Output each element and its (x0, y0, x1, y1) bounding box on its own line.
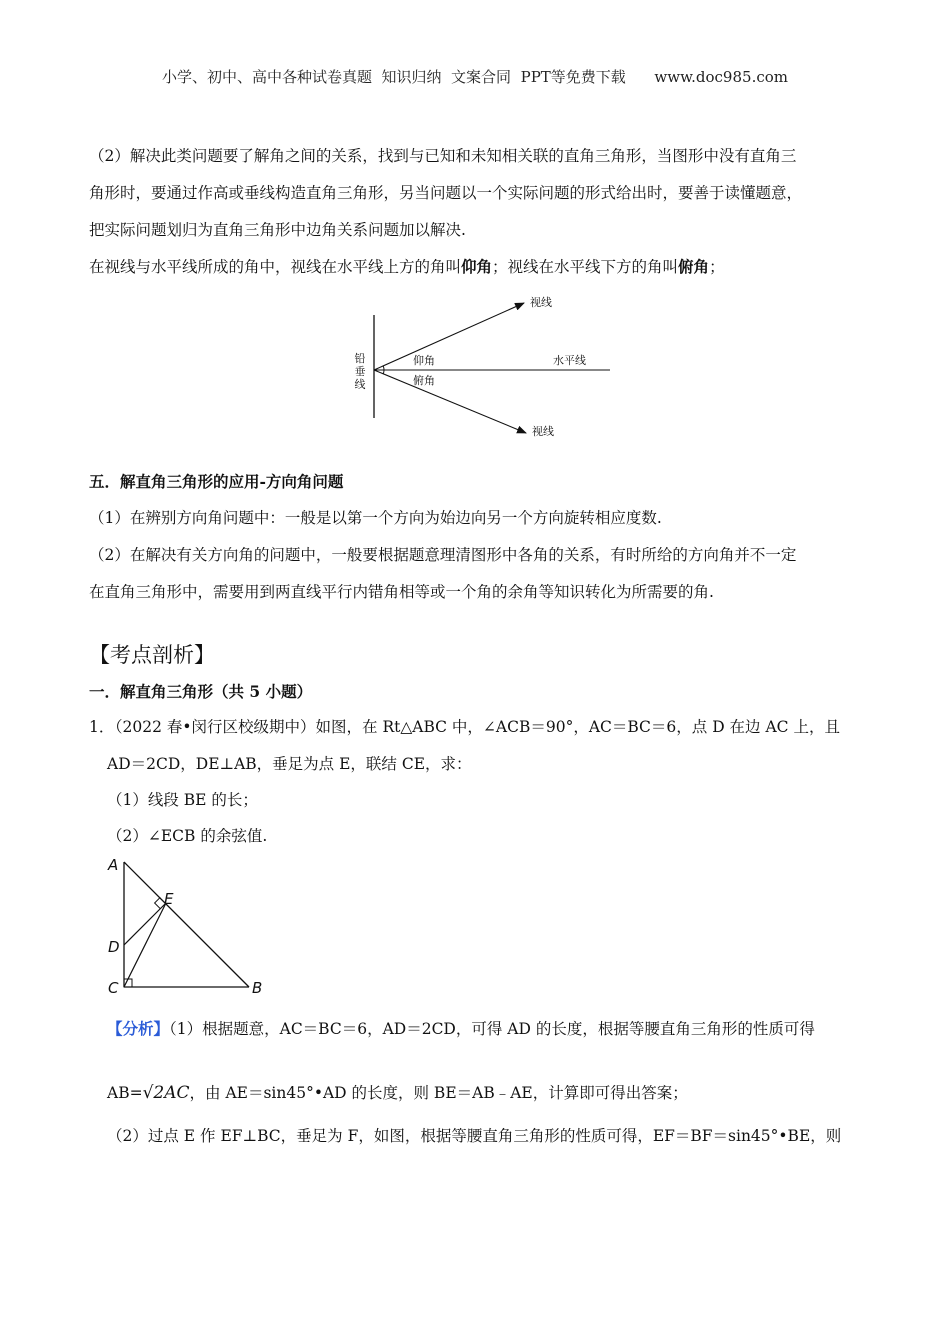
vertex-label-E: E (164, 890, 174, 908)
vertex-label-C: C (108, 979, 119, 997)
page-header: 小学、初中、高中各种试卷真题 知识归纳 文案合同 PPT等免费下载 www.doc985.com (161, 68, 788, 86)
sight-line-lower (374, 370, 526, 433)
analysis-line-2-b: ，由 AE＝sin45°•AD 的长度，则 BE＝AB﹣AE，计算即可得出答案； (189, 1084, 688, 1102)
problem1-line-1: （2022 春•闵行区校级期中）如图，在 Rt△ABC 中，∠ACB＝90°，AC＝BC＝6，点 D 在边 AC 上，且 (107, 718, 840, 736)
problem1-question-2: （2）∠ECB 的余弦值. (107, 827, 268, 845)
analysis-line-3: （2）过点 E 作 EF⊥BC，垂足为 F，如图，根据等腰直角三角形的性质可得，EF＝BF＝sin45°•BE，则 (107, 1127, 842, 1145)
elevation-label: 仰角 (413, 354, 435, 367)
depression-arc (383, 370, 384, 374)
analysis-line-2 (107, 1083, 688, 1103)
intro-line-3: 把实际问题划归为直角三角形中边角关系问题加以解决. (89, 221, 466, 239)
depression-label: 俯角 (413, 374, 435, 387)
term-elevation: 仰角 (461, 257, 493, 276)
side-AB (124, 862, 249, 987)
analysis-line-2-a: AB= (107, 1084, 143, 1102)
segment-CE (124, 903, 166, 987)
triangle-figure (100, 850, 280, 1000)
segment-DE (124, 903, 166, 945)
sight-line-upper (374, 303, 524, 370)
analysis-heading: 【考点剖析】 (89, 643, 215, 667)
intro-line-2: 角形时，要通过作高或垂线构造直角三角形，另当问题以一个实际问题的形式给出时，要善于读懂题意， (89, 184, 803, 202)
problem1-line-2: AD＝2CD，DE⊥AB，垂足为点 E，联结 CE，求： (107, 755, 472, 773)
angle-diagram (340, 290, 620, 450)
section5-item-2-line-1: （2）在解决有关方向角的问题中，一般要根据题意理清图形中各角的关系，有时所给的方向角并不一定 (89, 546, 797, 564)
intro-line-4-c: ；视线在水平线下方的角叫 (492, 258, 679, 276)
elevation-arc (383, 366, 384, 370)
analysis-line-1 (107, 1019, 815, 1039)
intro-line-4-a: 在视线与水平线所成的角中，视线在水平线上方的角叫 (89, 258, 462, 276)
intro-line-4 (89, 257, 725, 277)
sight-label-upper: 视线 (530, 296, 552, 309)
vertex-label-A: A (108, 856, 119, 874)
problem1-number: 1． (89, 718, 115, 736)
section5-item-2-line-2: 在直角三角形中，需要用到两直线平行内错角相等或一个角的余角等知识转化为所需要的角. (89, 583, 714, 601)
sight-label-lower: 视线 (532, 425, 554, 438)
part1-title: 一．解直角三角形（共 5 小题） (89, 682, 313, 701)
vertex-label-B: B (252, 979, 263, 997)
horizontal-label: 水平线 (553, 354, 586, 367)
intro-line-1: （2）解决此类问题要了解角之间的关系，找到与已知和未知相关联的直角三角形，当图形中没有直角三 (89, 147, 797, 165)
right-angle-mark-E (155, 897, 161, 908)
term-depression: 俯角 (678, 257, 710, 276)
plumb-label-3: 线 (354, 378, 366, 391)
problem1-question-1: （1）线段 BE 的长； (107, 791, 258, 809)
section5-title: 五．解直角三角形的应用-方向角问题 (89, 472, 344, 491)
intro-line-4-e: ； (709, 258, 725, 276)
analysis-tag: 【分析】 (107, 1019, 170, 1038)
section5-item-1: （1）在辨别方向角问题中：一般是以第一个方向为始边向另一个方向旋转相应度数. (89, 509, 662, 527)
plumb-label-1: 铅 (354, 352, 366, 365)
analysis-line-1-text: （1）根据题意，AC＝BC＝6，AD＝2CD，可得 AD 的长度，根据等腰直角三角形的性质可得 (169, 1020, 815, 1038)
vertex-label-D: D (108, 938, 120, 956)
plumb-label-2: 垂 (354, 365, 366, 378)
sqrt-expression: √2AC (142, 1083, 190, 1103)
